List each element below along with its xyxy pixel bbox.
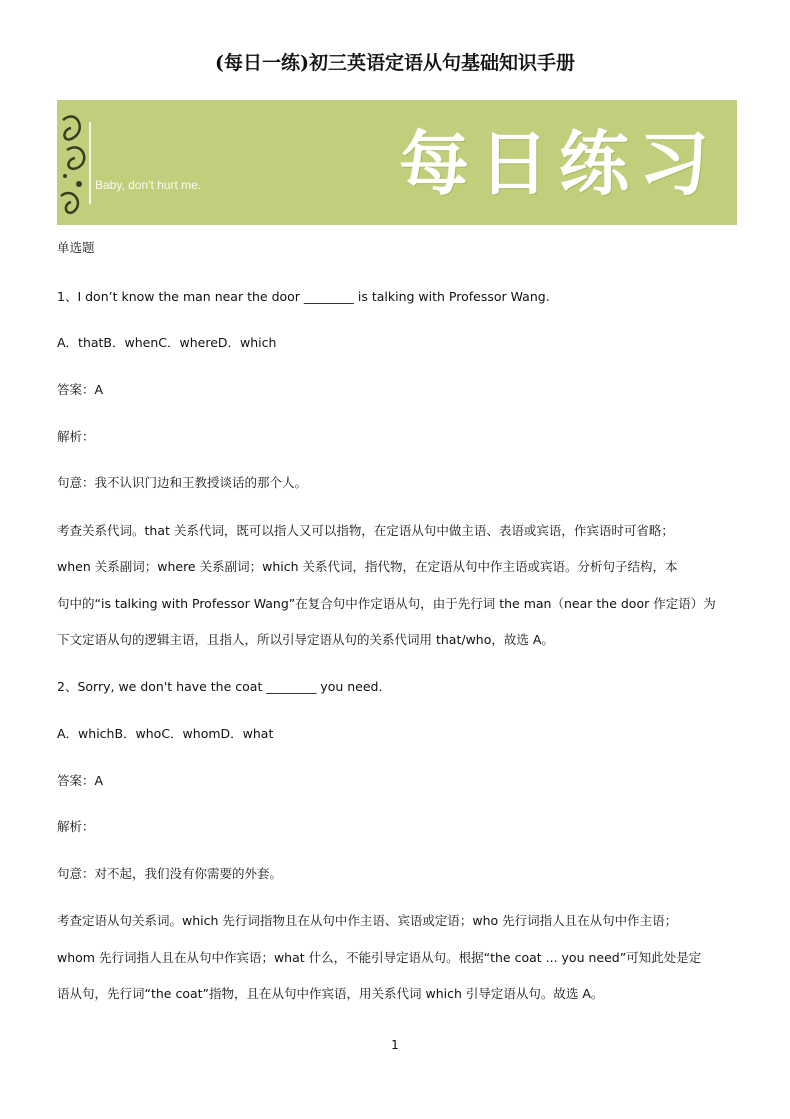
question-1-explanation-line: when 关系副词；where 关系副词；which 关系代词，指代物，在定语从句中作主语或宾语。分析句子结构，本 xyxy=(57,559,678,574)
page-title: (每日一练)初三英语定语从句基础知识手册 xyxy=(215,52,575,74)
daily-practice-banner xyxy=(57,100,737,225)
question-2-options: A．whichB．whoC．whomD．what xyxy=(57,726,274,741)
question-1: 1、I don’t know the man near the door ________ is talking with Professor Wang. xyxy=(57,289,550,304)
question-2-analysis-label: 解析： xyxy=(57,819,95,834)
question-1-analysis-label: 解析： xyxy=(57,429,95,444)
question-1-explanation-line: 考查关系代词。that 关系代词，既可以指人又可以指物，在定语从句中做主语、表语或宾语，作宾语时可省略； xyxy=(57,523,674,538)
question-2: 2、Sorry, we don't have the coat ________ you need. xyxy=(57,679,383,694)
question-1-meaning: 句意：我不认识门边和王教授谈话的那个人。 xyxy=(57,475,308,490)
swirl-ornament-icon xyxy=(57,100,117,225)
question-1-options: A．thatB．whenC．whereD．which xyxy=(57,335,277,350)
question-1-explanation-line: 下文定语从句的逻辑主语，且指人，所以引导定语从句的关系代词用 that/who，故选 A。 xyxy=(57,632,554,647)
question-2-meaning: 句意：对不起，我们没有你需要的外套。 xyxy=(57,866,283,881)
banner-tagline: Baby, don't hurt me. xyxy=(95,178,202,192)
banner-heading: 每日练习 xyxy=(399,123,719,205)
question-2-explanation-line: 考查定语从句关系词。which 先行词指物且在从句中作主语、宾语或定语；who 先行词指人且在从句中作主语； xyxy=(57,913,678,928)
question-2-explanation-line: whom 先行词指人且在从句中作宾语；what 什么，不能引导定语从句。根据“the coat ... you need”可知此处是定 xyxy=(57,950,702,965)
page-number: 1 xyxy=(391,1038,399,1052)
question-2-explanation-line: 语从句，先行词“the coat”指物，且在从句中作宾语，用关系代词 which 引导定语从句。故选 A。 xyxy=(57,986,604,1001)
banner-divider xyxy=(89,122,91,204)
question-1-answer: 答案：A xyxy=(57,382,104,397)
question-1-explanation-line: 句中的“is talking with Professor Wang”在复合句中作定语从句，由于先行词 the man（near the door 作定语）为 xyxy=(57,596,716,611)
section-heading: 单选题 xyxy=(57,240,95,255)
question-2-answer: 答案：A xyxy=(57,773,104,788)
